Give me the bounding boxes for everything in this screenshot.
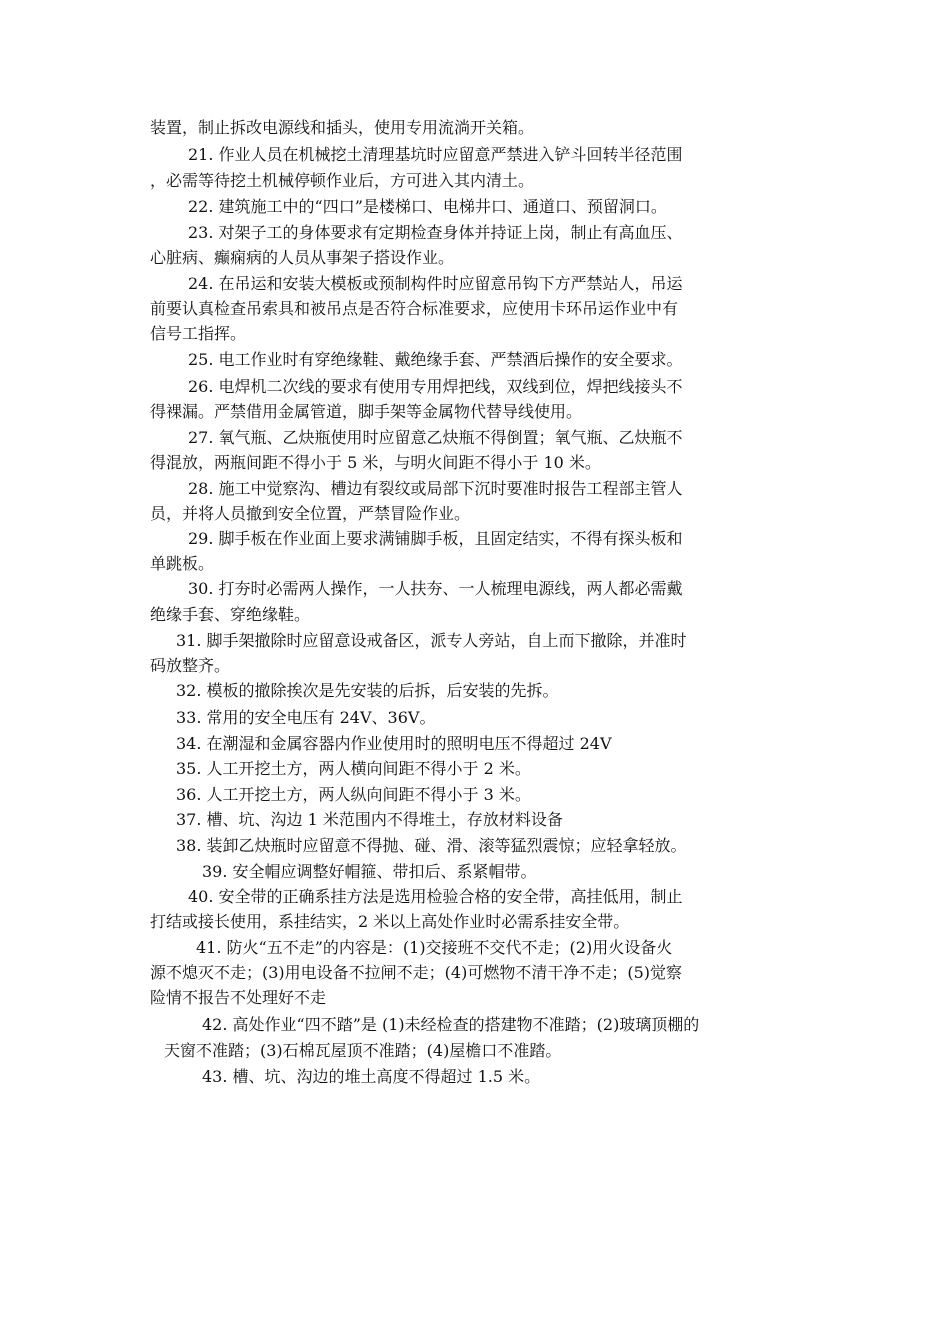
text-line: 打结或接长使用，系挂结实，2 米以上高处作业时必需系挂安全带。 [150, 912, 630, 931]
text-line: 员，并将人员撤到安全位置，严禁冒险作业。 [150, 504, 471, 523]
text-line: 33. 常用的安全电压有 24V、36V。 [176, 708, 436, 727]
text-line: 天窗不准踏；(3)石棉瓦屋顶不准踏；(4)屋檐口不准踏。 [164, 1041, 562, 1060]
text-line: 信号工指挥。 [150, 324, 247, 343]
text-line: 30. 打夯时必需两人操作，一人扶夯、一人梳理电源线，两人都必需戴 [188, 579, 683, 598]
text-line: 41. 防火“五不走”的内容是：(1)交接班不交代不走；(2)用火设备火 [196, 938, 673, 957]
text-line: 25. 电工作业时有穿绝缘鞋、戴绝缘手套、严禁酒后操作的安全要求。 [188, 350, 683, 369]
text-line: 单跳板。 [150, 554, 215, 573]
text-line: 27. 氧气瓶、乙炔瓶使用时应留意乙炔瓶不得倒置；氧气瓶、乙炔瓶不 [188, 428, 683, 447]
text-line: 21. 作业人员在机械挖土清理基坑时应留意严禁进入铲斗回转半径范围 [188, 145, 683, 164]
text-line: 得混放，两瓶间距不得小于 5 米，与明火间距不得小于 10 米。 [150, 453, 601, 472]
text-line: 得裸漏。严禁借用金属管道，脚手架等金属物代替导线使用。 [150, 402, 583, 421]
text-line: 24. 在吊运和安装大模板或预制构件时应留意吊钩下方严禁站人，吊运 [188, 274, 683, 293]
text-line: 22. 建筑施工中的“四口”是楼梯口、电梯井口、通道口、预留洞口。 [188, 197, 667, 216]
text-line: 险情不报告不处理好不走 [150, 988, 327, 1007]
text-line: 心脏病、癫痫病的人员从事架子搭设作业。 [150, 248, 455, 267]
text-line: 码放整齐。 [150, 656, 231, 675]
text-line: 29. 脚手板在作业面上要求满铺脚手板，且固定结实，不得有探头板和 [188, 529, 683, 548]
text-line: 装置，制止拆改电源线和插头，使用专用流淌开关箱。 [150, 118, 535, 137]
text-line: 源不熄灭不走；(3)用电设备不拉闸不走；(4)可燃物不清干净不走；(5)觉察 [150, 963, 682, 982]
text-line: ，必需等待挖土机械停顿作业后，方可进入其内清土。 [150, 171, 535, 190]
text-line: 前要认真检查吊索具和被吊点是否符合标准要求，应使用卡环吊运作业中有 [150, 299, 679, 318]
text-line: 23. 对架子工的身体要求有定期检查身体并持证上岗，制止有高血压、 [188, 223, 683, 242]
text-line: 38. 装卸乙炔瓶时应留意不得抛、碰、滑、滚等猛烈震惊；应轻拿轻放。 [176, 836, 687, 855]
text-line: 26. 电焊机二次线的要求有使用专用焊把线，双线到位，焊把线接头不 [188, 377, 683, 396]
text-line: 28. 施工中觉察沟、槽边有裂纹或局部下沉时要准时报告工程部主管人 [188, 479, 683, 498]
text-line: 39. 安全帽应调整好帽箍、带扣后、系紧帽带。 [202, 862, 537, 881]
text-line: 绝缘手套、穿绝缘鞋。 [150, 605, 311, 624]
text-line: 34. 在潮湿和金属容器内作业使用时的照明电压不得超过 24V [176, 734, 612, 753]
text-line: 35. 人工开挖土方，两人横向间距不得小于 2 米。 [176, 759, 531, 778]
text-line: 43. 槽、坑、沟边的堆土高度不得超过 1.5 米。 [202, 1067, 541, 1086]
text-line: 42. 高处作业“四不踏”是 (1)未经检查的搭建物不准踏；(2)玻璃顶棚的 [202, 1015, 700, 1034]
text-line: 32. 模板的撤除挨次是先安装的后拆，后安装的先拆。 [176, 681, 559, 700]
text-line: 37. 槽、坑、沟边 1 米范围内不得堆土，存放材料设备 [176, 810, 563, 829]
text-line: 31. 脚手架撤除时应留意设戒备区，派专人旁站，自上而下撤除，并准时 [176, 631, 687, 650]
text-line: 40. 安全带的正确系挂方法是选用检验合格的安全带，高挂低用，制止 [188, 887, 683, 906]
text-line: 36. 人工开挖土方，两人纵向间距不得小于 3 米。 [176, 785, 531, 804]
